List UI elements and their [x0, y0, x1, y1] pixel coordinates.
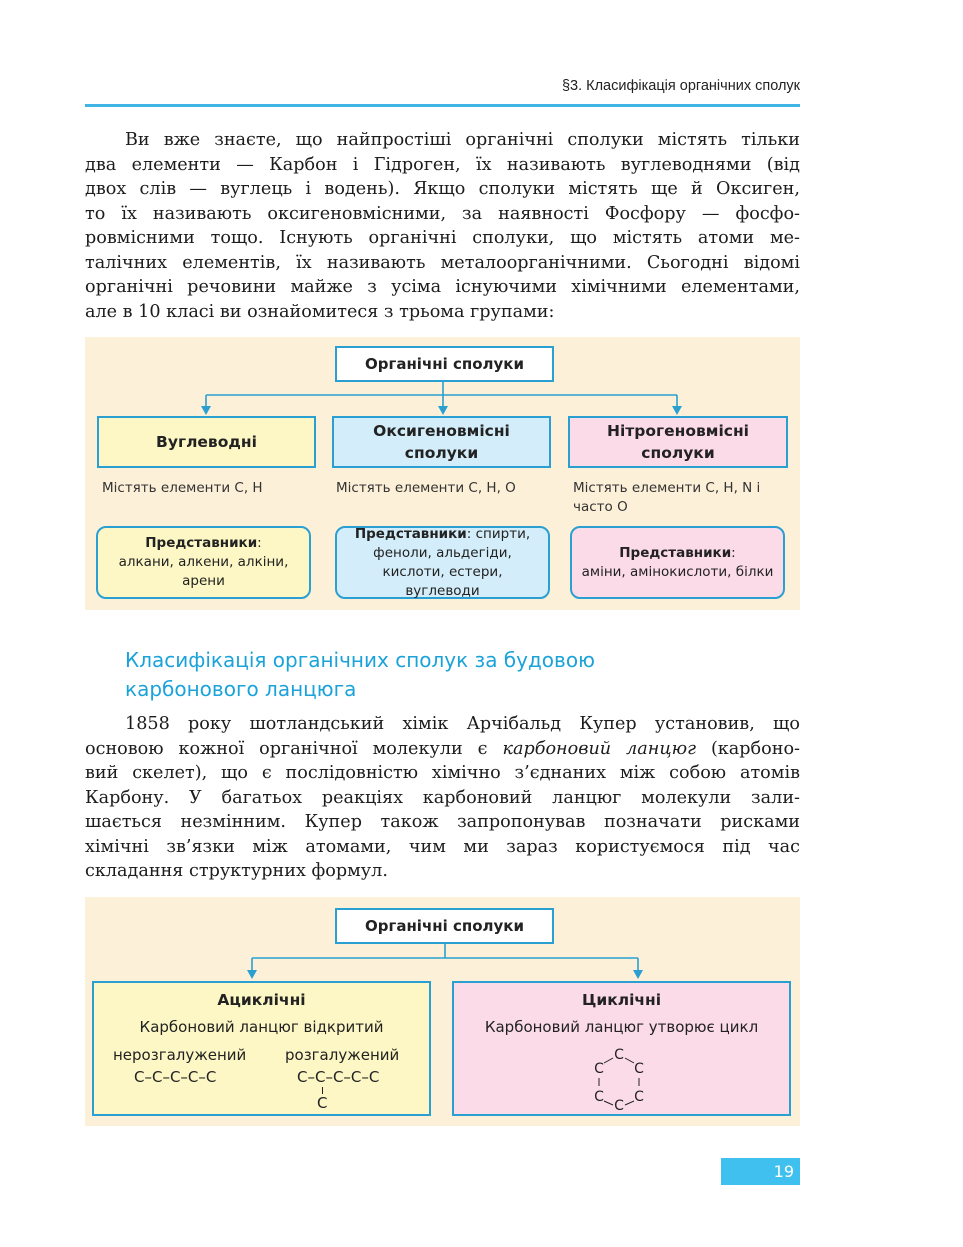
- cyclic-title: Циклічні: [581, 991, 662, 1009]
- paragraph-line: шається незмінним. Купер також запропонував позначати рисками: [85, 812, 800, 832]
- intro-line: органічні речовини майже з усіма існуючими хімічними елементами,: [85, 277, 800, 297]
- intro-paragraph: [85, 128, 800, 324]
- category-note: Містять елементи C, H, N і часто O: [573, 480, 761, 515]
- category-note: Містять елементи C, H: [102, 480, 263, 496]
- root-box-label: Органічні сполуки: [365, 917, 524, 935]
- rep-text: аміни, амінокислоти, білки: [581, 563, 774, 580]
- category-note: Містять елементи C, H, O: [336, 480, 516, 496]
- rep-label: Представники: [145, 535, 258, 551]
- intro-line: ровмісними тощо. Існують органічні сполуки, що містять атоми ме-: [85, 228, 800, 248]
- paragraph-fragment: основою кожної органічної молекули є: [85, 738, 488, 759]
- category-box-nitrogen-containing: [568, 416, 788, 468]
- paragraph-line: Карбону. У багатьох реакціях карбоновий ланцюг молекули зали-: [85, 787, 800, 808]
- classification-diagram-chain: [85, 897, 800, 1126]
- intro-line: двох слів — вуглець і водень). Якщо сполуки містять ще й Оксиген,: [85, 179, 800, 199]
- root-box-organic-compounds-2: [335, 908, 554, 944]
- acyclic-subtitle: Карбоновий ланцюг відкритий: [139, 1018, 384, 1036]
- cyclic-subtitle: Карбоновий ланцюг утворює цикл: [484, 1018, 759, 1036]
- cooper-paragraph: [85, 712, 800, 884]
- paragraph-fragment: (карбоно-: [710, 738, 800, 759]
- paragraph-line: вий скелет), що є послідовністю хімічно з’єднаних між собою атомів: [85, 763, 800, 783]
- rep-text: спирти, феноли, альдегіди, кислоти, естери, вуглеводи: [373, 525, 531, 599]
- paragraph-line: складання структурних формул.: [85, 861, 388, 881]
- section-heading-line: Класифікація органічних сполук за будовою: [125, 648, 595, 672]
- category-title: Оксигеновмісні сполуки: [373, 422, 510, 462]
- paragraph-line: 1858 року шотландський хімік Арчібальд Купер установив, що: [125, 714, 800, 734]
- ring-atom: C: [634, 1089, 644, 1105]
- running-header: §3. Класифікація органічних сполук: [561, 78, 800, 94]
- paragraph-line: [85, 737, 800, 762]
- ring-atom: C: [594, 1089, 604, 1105]
- ring-atom: C: [614, 1098, 624, 1114]
- acyclic-box: [92, 981, 431, 1116]
- ring-atom: C: [634, 1061, 644, 1077]
- branched-label: розгалужений: [285, 1046, 400, 1064]
- branch-atom: C: [317, 1094, 328, 1112]
- paragraph-line: хімічні зв’язки між атомами, чим ми зараз користуємося під час: [85, 836, 800, 857]
- cyclic-box: [452, 981, 791, 1116]
- representatives-box-nitrogen: Представники: аміни, амінокислоти, білки: [570, 526, 785, 599]
- section-heading: [125, 646, 725, 704]
- intro-line: але в 10 класі ви ознайомитеся з трьома групами:: [85, 301, 555, 322]
- intro-line: Ви вже знаєте, що найпростіші органічні сполуки містять тільки: [125, 130, 800, 150]
- intro-line: два елементи — Карбон і Гідроген, їх називають вуглеводнями (від: [85, 154, 800, 175]
- unbranched-label: нерозгалужений: [113, 1046, 247, 1064]
- root-box-label: Органічні сполуки: [365, 355, 524, 373]
- category-box-hydrocarbons: [97, 416, 316, 468]
- ring-atom: C: [594, 1061, 604, 1077]
- rep-label: Представники: [354, 525, 467, 542]
- emphasis-term: карбоновий ланцюг: [502, 738, 696, 759]
- rep-text: алкани, алкени, алкіни, арени: [118, 554, 289, 589]
- branched-formula: C–C–C–C–C: [297, 1068, 380, 1086]
- intro-line: то їх називають оксигеновмісними, за наявності Фосфору — фосфо-: [85, 203, 800, 224]
- page-number: 19: [773, 1162, 794, 1181]
- classification-diagram-elements: [85, 337, 800, 610]
- header-rule: [85, 104, 800, 107]
- branch-bond: [322, 1087, 323, 1094]
- unbranched-formula: C–C–C–C–C: [134, 1068, 217, 1086]
- intro-line: талічних елементів, їх називають металоорганічними. Сьогодні відомі: [85, 252, 800, 273]
- category-title: Вуглеводні: [156, 433, 257, 451]
- ring-atom: C: [614, 1047, 624, 1063]
- acyclic-title: Ациклічні: [217, 991, 306, 1009]
- rep-label: Представники: [619, 544, 732, 561]
- section-heading-line: карбонового ланцюга: [125, 677, 357, 701]
- category-box-oxygen-containing: [332, 416, 551, 468]
- representatives-box-oxygen: Представники: спирти, феноли, альдегіди, кислоти, естери, вуглеводи: [335, 526, 550, 599]
- cyclohexane-ring: [589, 1046, 649, 1114]
- page-number-badge: [721, 1158, 800, 1185]
- representatives-box-hydrocarbons: Представники: алкани, алкени, алкіни, арени: [96, 526, 311, 599]
- root-box-organic-compounds: [335, 346, 554, 382]
- category-title: Нітрогеновмісні сполуки: [607, 422, 749, 462]
